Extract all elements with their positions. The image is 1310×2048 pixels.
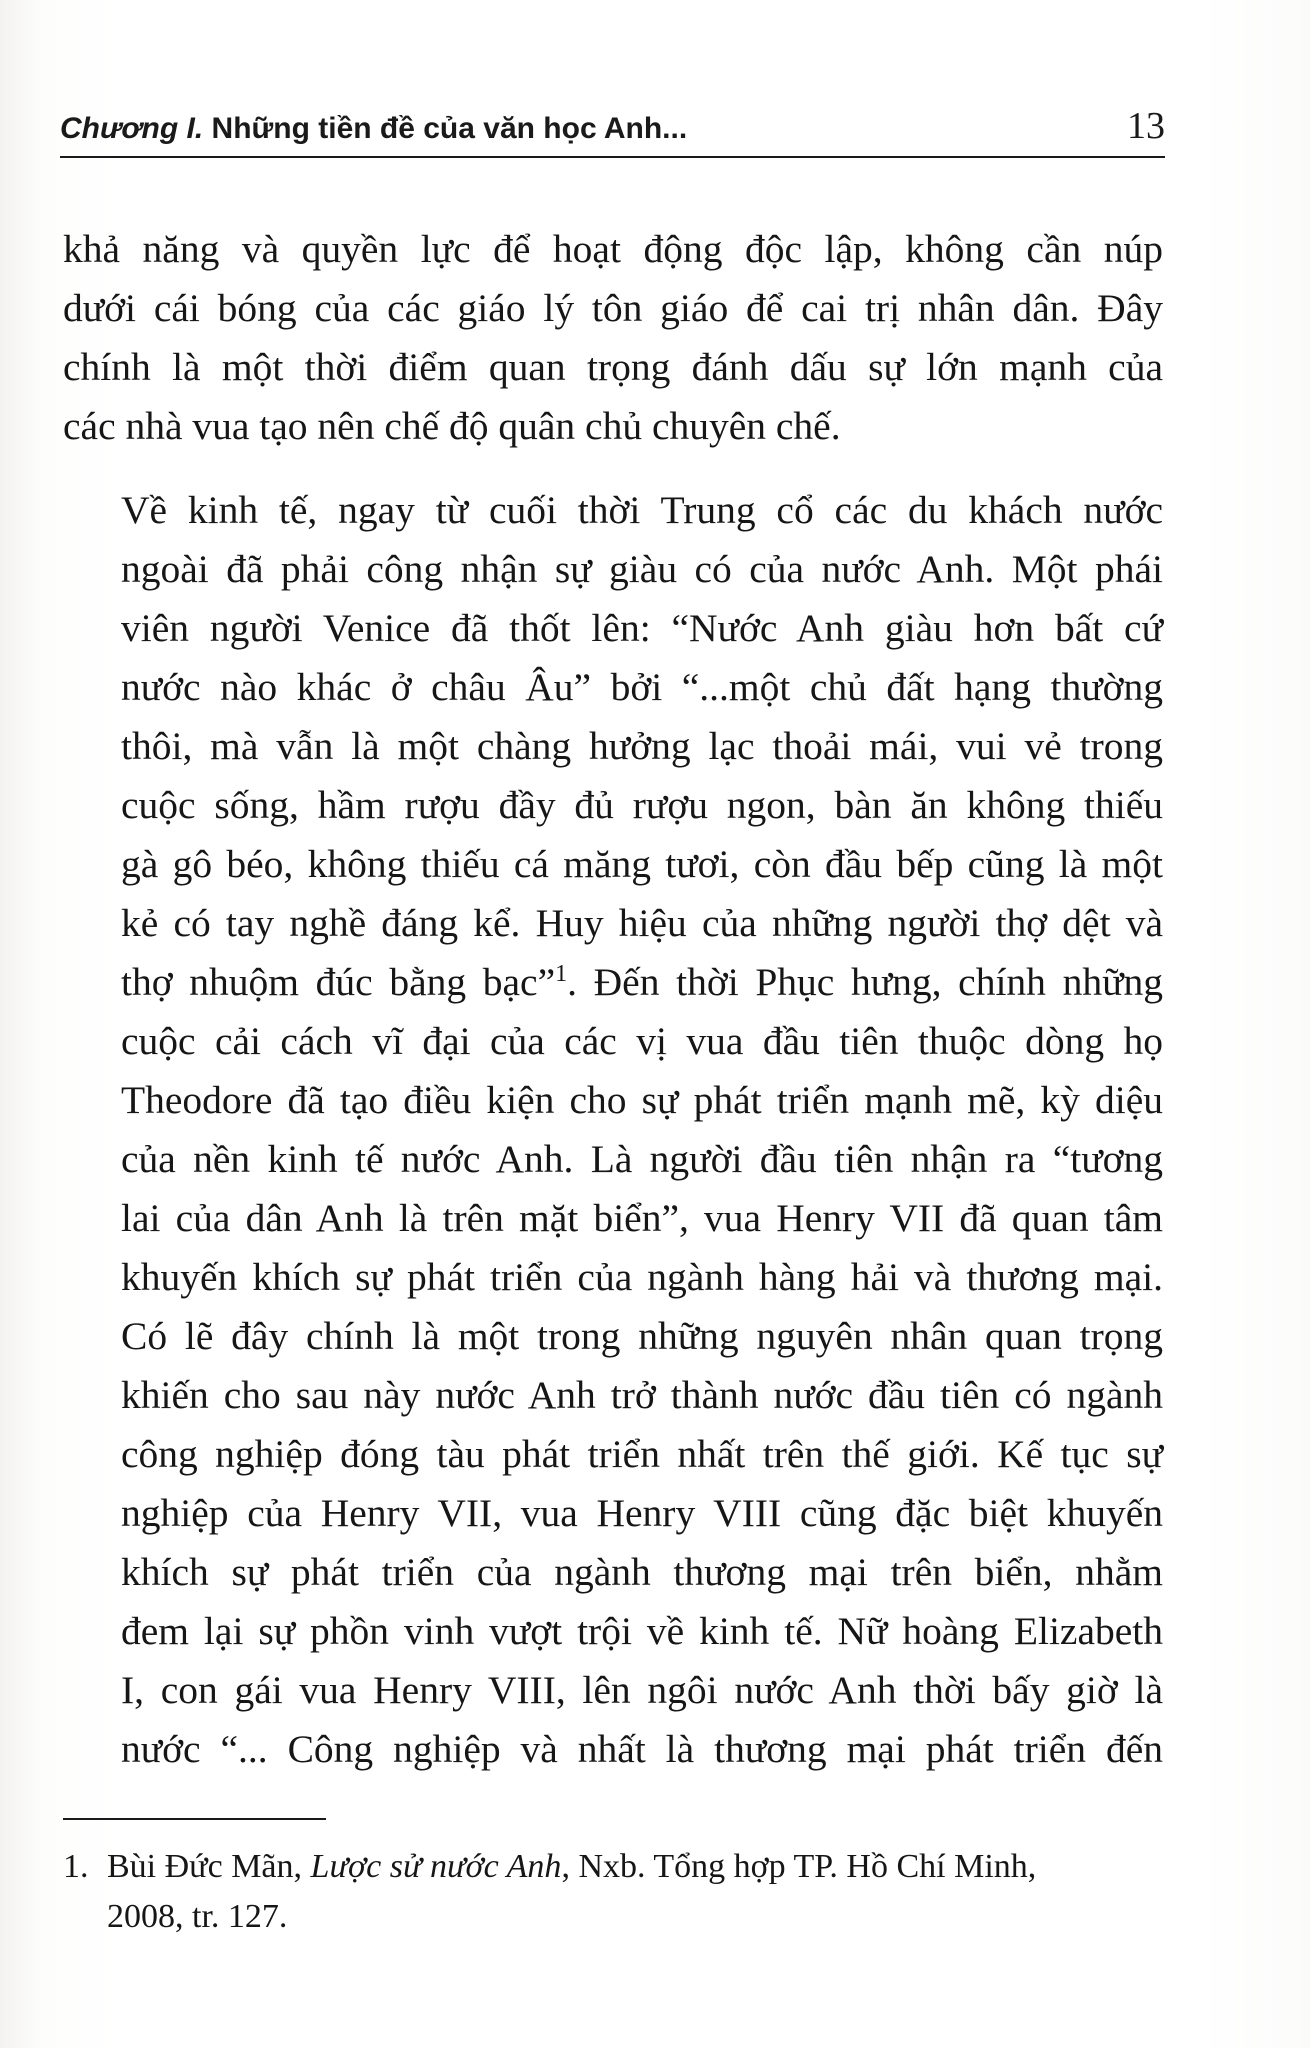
- running-head: [60, 112, 687, 156]
- paragraph-2: [63, 481, 1163, 1779]
- paragraph-1: [63, 220, 1163, 456]
- text-line: các nhà vua tạo nên chế độ quân chủ chuyên chế.: [63, 404, 841, 448]
- footnote-reference[interactable]: 1: [555, 960, 568, 987]
- text-line: của nền kinh tế nước Anh. Là người đầu tiên nhận ra “tương: [121, 1137, 1163, 1181]
- footnote: [63, 1842, 1163, 1942]
- page-number: 13: [1127, 105, 1165, 147]
- page-header: [60, 100, 1165, 158]
- text-line: cuộc sống, hầm rượu đầy đủ rượu ngon, bàn ăn không thiếu: [121, 783, 1163, 827]
- footnote-author: Bùi Đức Mãn,: [107, 1848, 311, 1885]
- text-line: dưới cái bóng của các giáo lý tôn giáo để cai trị nhân dân. Đây: [63, 286, 1163, 330]
- text-line: khuyến khích sự phát triển của ngành hàng hải và thương mại.: [121, 1255, 1163, 1299]
- text-line: lai của dân Anh là trên mặt biển”, vua Henry VII đã quan tâm: [121, 1196, 1163, 1240]
- line-segment: thợ nhuộm đúc bằng bạc”: [121, 960, 556, 1004]
- line-segment: . Đến thời Phục hưng, chính những: [567, 960, 1163, 1004]
- text-line: nghiệp của Henry VII, vua Henry VIII cũng đặc biệt khuyến: [121, 1491, 1163, 1535]
- text-line: Về kinh tế, ngay từ cuối thời Trung cổ các du khách nước: [121, 488, 1163, 532]
- footnote-number: 1.: [63, 1848, 89, 1885]
- body-text: [63, 220, 1163, 1779]
- footnote-publisher: , Nxb. Tổng hợp TP. Hồ Chí Minh,: [561, 1848, 1037, 1885]
- text-line: I, con gái vua Henry VIII, lên ngôi nước Anh thời bấy giờ là: [121, 1668, 1163, 1712]
- text-line: khả năng và quyền lực để hoạt động độc lập, không cần núp: [63, 227, 1163, 271]
- footnote-book-title: Lược sử nước Anh: [310, 1848, 562, 1885]
- text-line: khích sự phát triển của ngành thương mại trên biển, nhằm: [121, 1550, 1163, 1594]
- text-line: cuộc cải cách vĩ đại của các vị vua đầu tiên thuộc dòng họ: [121, 1019, 1163, 1063]
- text-line: nước nào khác ở châu Âu” bởi “...một chủ đất hạng thường: [121, 665, 1163, 709]
- footnote-separator: [63, 1818, 326, 1820]
- chapter-label: Chương I.: [60, 112, 204, 145]
- text-line: ngoài đã phải công nhận sự giàu có của nước Anh. Một phái: [121, 547, 1163, 591]
- text-line: nước “... Công nghiệp và nhất là thương mại phát triển đến: [121, 1727, 1163, 1771]
- text-line: khiến cho sau này nước Anh trở thành nước đầu tiên có ngành: [121, 1373, 1163, 1417]
- text-line: Có lẽ đây chính là một trong những nguyên nhân quan trọng: [121, 1314, 1163, 1358]
- text-line: đem lại sự phồn vinh vượt trội về kinh tế. Nữ hoàng Elizabeth: [121, 1609, 1163, 1653]
- text-line-with-footnote-ref: [63, 953, 1163, 1012]
- text-line: công nghiệp đóng tàu phát triển nhất trên thế giới. Kế tục sự: [121, 1432, 1163, 1476]
- text-line: thôi, mà vẫn là một chàng hưởng lạc thoải mái, vui vẻ trong: [121, 724, 1163, 768]
- footnote-citation-year: 2008, tr. 127.: [107, 1898, 288, 1935]
- text-line: chính là một thời điểm quan trọng đánh dấu sự lớn mạnh của: [63, 345, 1163, 389]
- text-line: Theodore đã tạo điều kiện cho sự phát triển mạnh mẽ, kỳ diệu: [121, 1078, 1163, 1122]
- chapter-title: Những tiền đề của văn học Anh...: [203, 112, 688, 145]
- text-line: gà gô béo, không thiếu cá măng tươi, còn đầu bếp cũng là một: [121, 842, 1163, 886]
- text-line: kẻ có tay nghề đáng kể. Huy hiệu của những người thợ dệt và: [121, 901, 1163, 945]
- text-line: viên người Venice đã thốt lên: “Nước Anh giàu hơn bất cứ: [121, 606, 1163, 650]
